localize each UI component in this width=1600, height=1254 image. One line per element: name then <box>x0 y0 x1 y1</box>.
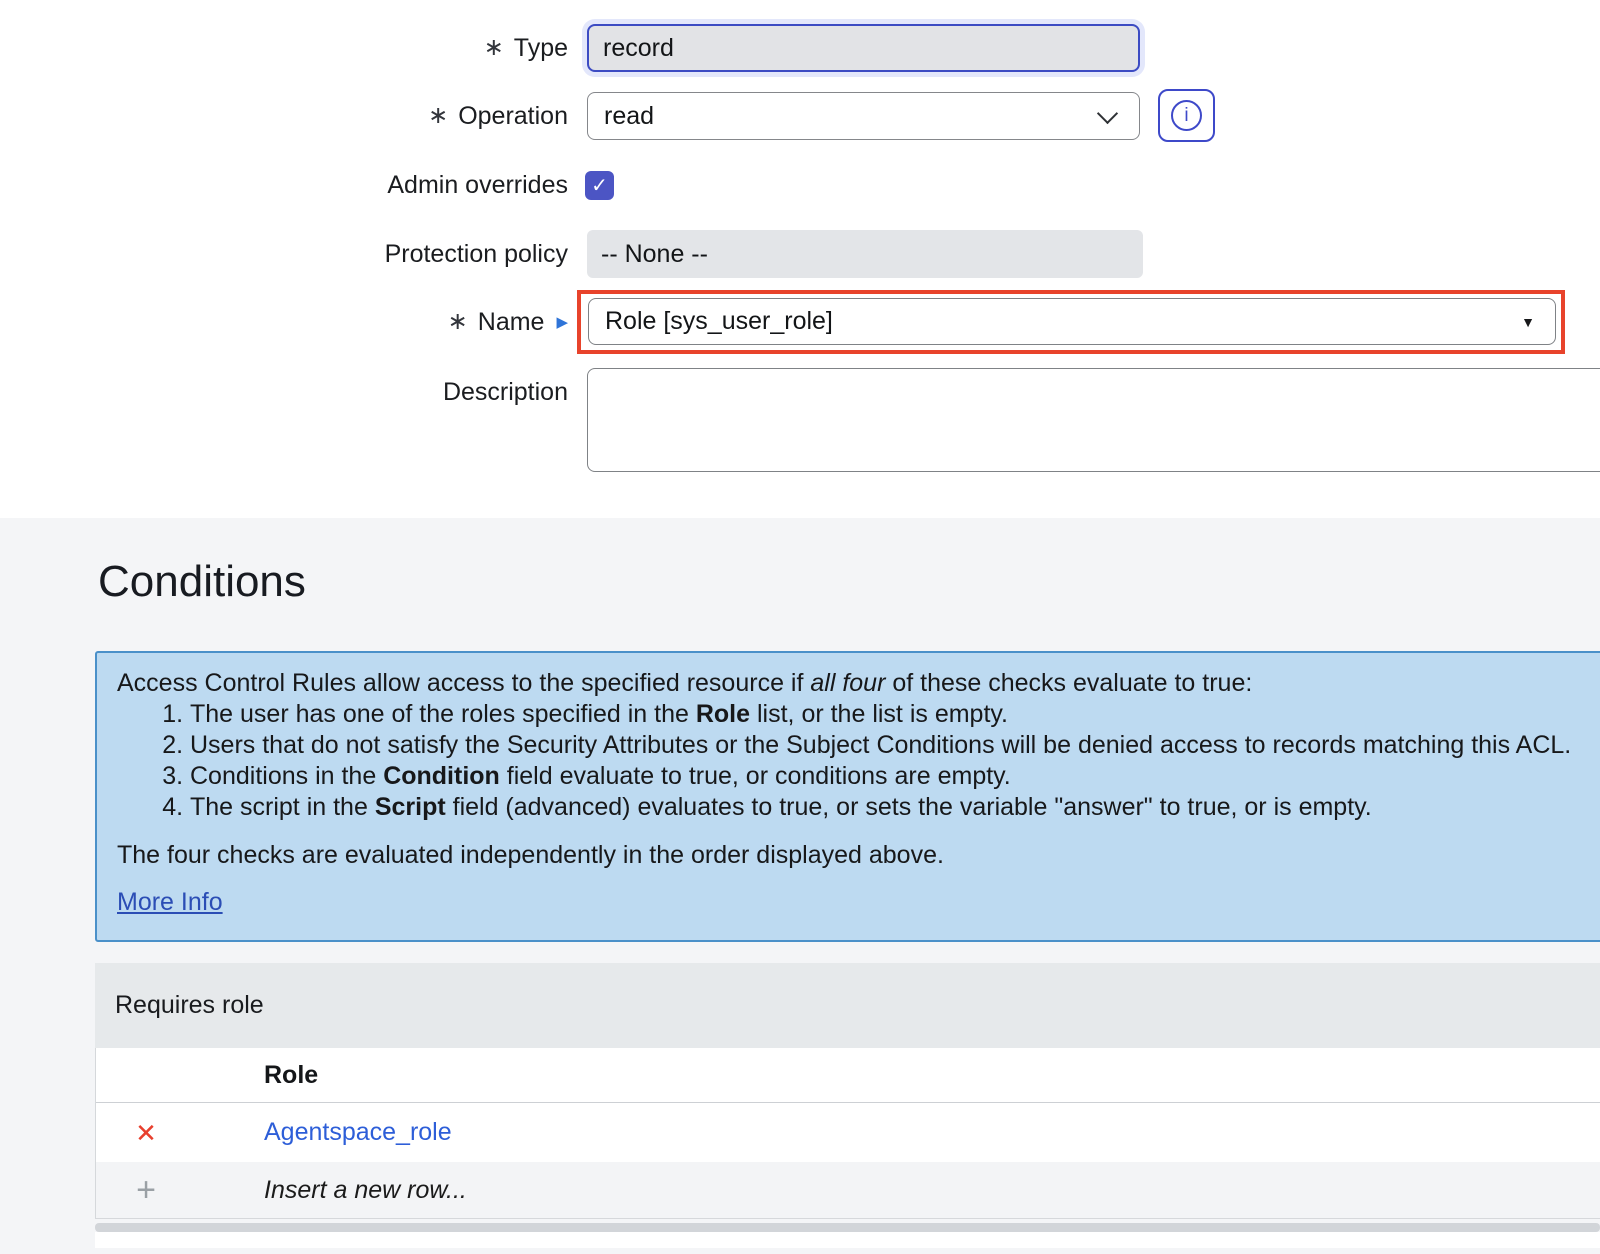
field-indicator-icon: ▶ <box>556 314 568 331</box>
rule-text: list, or the list is empty. <box>750 700 1008 728</box>
acl-rule-item <box>190 792 1593 823</box>
protection-policy-value: -- None -- <box>601 239 708 268</box>
insert-row-label: Insert a new row... <box>264 1175 467 1204</box>
operation-select-value: read <box>604 101 655 130</box>
role-column-header-row <box>96 1048 1600 1103</box>
acl-rules-intro-emphasis: all four <box>810 669 886 697</box>
acl-rule-item <box>190 730 1593 761</box>
admin-overrides-label <box>0 171 568 200</box>
rule-text: field (advanced) evaluates to true, or sets the variable "answer" to true, or is empty. <box>445 793 1372 821</box>
rule-text: The user has one of the roles specified in the <box>190 700 696 728</box>
horizontal-scrollbar[interactable] <box>95 1223 1600 1232</box>
role-table-row <box>96 1103 1600 1162</box>
protection-policy-label <box>0 230 568 278</box>
rule-text: Conditions in the <box>190 762 384 790</box>
admin-overrides-checkbox[interactable] <box>585 171 614 200</box>
type-label <box>0 24 568 72</box>
required-icon: ∗ <box>428 102 449 129</box>
name-select-value: Role [sys_user_role] <box>605 307 833 335</box>
acl-rules-intro-suffix: of these checks evaluate to true: <box>885 669 1253 697</box>
acl-rule-item <box>190 699 1593 730</box>
role-link[interactable]: Agentspace_role <box>264 1118 452 1146</box>
name-label-text: Name <box>477 307 545 336</box>
rule-text: The script in the <box>190 793 375 821</box>
protection-policy-label-text: Protection policy <box>384 239 568 268</box>
acl-rules-footer: The four checks are evaluated independently in the order displayed above. <box>117 841 944 869</box>
select-arrow-icon: ▼ <box>1521 313 1535 330</box>
rule-text: Users that do not satisfy the Security Attributes or the Subject Conditions will be denied access to records matching this ACL. <box>190 731 1572 759</box>
protection-policy-field <box>587 230 1143 278</box>
type-field[interactable] <box>587 24 1140 72</box>
operation-select[interactable] <box>587 92 1140 140</box>
admin-overrides-label-text: Admin overrides <box>387 171 568 199</box>
requires-role-title: Requires role <box>115 991 264 1019</box>
name-label <box>0 291 568 353</box>
rule-bold-text: Role <box>695 700 751 728</box>
required-icon: ∗ <box>447 308 468 335</box>
operation-label-text: Operation <box>458 101 568 130</box>
acl-rules-list <box>117 699 1593 823</box>
role-column-header: Role <box>264 1060 319 1089</box>
info-icon: i <box>1171 100 1202 131</box>
chevron-down-icon <box>1097 102 1118 123</box>
type-field-value: record <box>603 33 674 62</box>
rule-bold-text: Script <box>374 793 446 821</box>
type-label-text: Type <box>513 33 568 62</box>
table-footer-spacer <box>95 1232 1600 1248</box>
name-select[interactable] <box>588 298 1556 345</box>
rule-text: field evaluate to true, or conditions are empty. <box>499 762 1011 790</box>
delete-row-icon[interactable]: ✕ <box>135 1117 157 1148</box>
description-label-text: Description <box>442 377 568 406</box>
checkmark-icon: ✓ <box>591 175 608 197</box>
insert-new-row[interactable] <box>96 1162 1600 1219</box>
requires-role-table <box>95 1048 1600 1219</box>
conditions-info-box <box>95 651 1600 942</box>
conditions-heading: Conditions <box>98 557 306 606</box>
acl-rules-intro <box>117 667 1593 699</box>
acl-rule-item <box>190 761 1593 792</box>
required-icon: ∗ <box>483 34 504 61</box>
more-info-link[interactable]: More Info <box>117 888 223 916</box>
requires-role-header <box>95 963 1600 1048</box>
description-label <box>0 368 568 416</box>
rule-bold-text: Condition <box>383 762 500 790</box>
operation-label <box>0 92 568 140</box>
plus-icon: + <box>136 1171 156 1209</box>
description-textarea[interactable] <box>587 368 1600 472</box>
acl-rules-intro-prefix: Access Control Rules allow access to the specified resource if <box>117 669 811 697</box>
operation-info-button[interactable] <box>1158 89 1215 142</box>
